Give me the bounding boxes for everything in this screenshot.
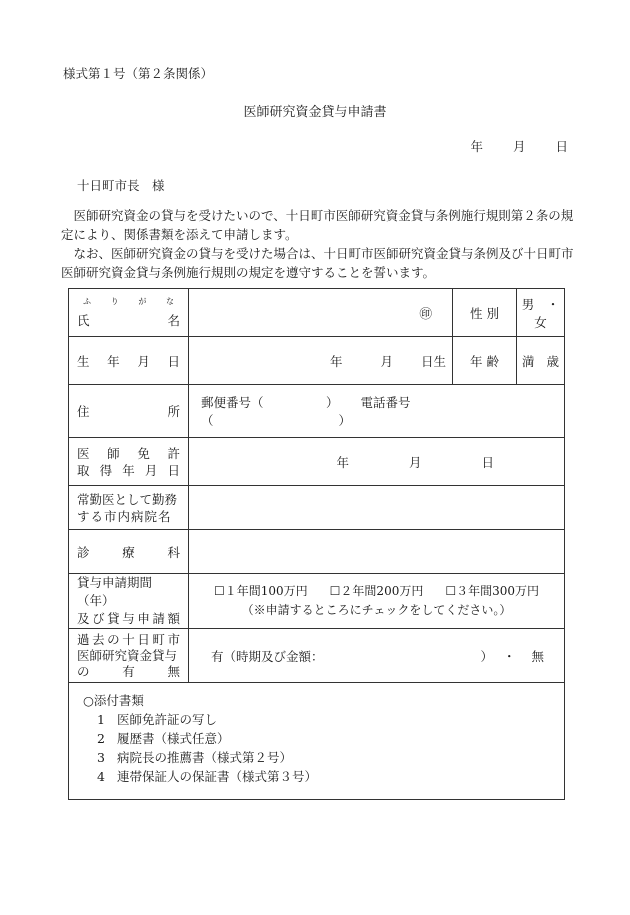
age-label: 年 齢 — [453, 337, 517, 385]
date-year: 年 — [470, 139, 483, 154]
license-date-field[interactable] — [189, 438, 565, 486]
seal-mark: ㊞ — [419, 305, 433, 321]
date-day: 日 — [555, 139, 568, 154]
attachment-item: 2 履歴書（様式任意） — [97, 731, 230, 746]
row-name — [69, 289, 565, 337]
hospital-label-line2: する市内病院名 — [77, 508, 172, 524]
birth-date-field[interactable] — [189, 337, 453, 385]
pledge-paragraph: なお、医師研究資金の貸与を受けた場合は、十日町市医師研究資金貸与条例及び十日町市医師研究資金貸与条例施行規則の規定を遵守することを誓います。 — [61, 246, 574, 280]
license-day: 日 — [481, 454, 495, 470]
intro-paragraph: 医師研究資金の貸与を受けたいので、十日町市医師研究資金貸与条例施行規則第２条の規定により、関係書類を添えて申請します。 — [61, 208, 574, 242]
loan-options — [189, 582, 564, 601]
hospital-field[interactable] — [189, 486, 565, 530]
past-loan-label-line3: の 有 無 — [77, 663, 180, 679]
row-license — [69, 438, 565, 486]
row-loan — [69, 574, 565, 629]
birth-month: 月 — [380, 353, 393, 369]
gender-field[interactable]: 男 ・ 女 — [517, 289, 565, 337]
name-label-cell — [69, 289, 189, 337]
application-form-table — [68, 288, 572, 800]
birth-label: 生 年 月 日 — [77, 353, 180, 369]
license-label-cell — [69, 438, 189, 486]
loan-options-cell — [189, 574, 565, 629]
row-past-loan — [69, 629, 565, 683]
loan-option-3-years[interactable]: ☐３年間300万円 — [445, 584, 540, 598]
past-loan-label-cell — [69, 629, 189, 683]
attachments-title: ○添付書類 — [83, 693, 144, 708]
attachments-cell — [69, 683, 565, 800]
furigana-label: ふ り が な — [83, 297, 174, 306]
department-label-cell — [69, 530, 189, 574]
phone-number-field[interactable]: 電話番号（ ） — [201, 395, 411, 428]
license-year: 年 — [336, 454, 349, 470]
address-field[interactable] — [189, 385, 565, 438]
address-label-cell — [69, 385, 189, 438]
attachment-item: 1 医師免許証の写し — [97, 712, 218, 727]
past-loan-field[interactable] — [189, 629, 565, 683]
past-loan-separator: ・ — [502, 648, 516, 664]
birth-day: 日生 — [421, 353, 447, 369]
attachment-item: 4 連帯保証人の保証書（様式第３号） — [97, 769, 318, 784]
past-loan-no-option[interactable]: 無 — [531, 648, 545, 664]
license-month: 月 — [408, 454, 422, 470]
past-loan-close-paren: ） — [480, 648, 493, 664]
hospital-label-line1: 常勤医として勤務 — [77, 491, 178, 507]
loan-option-1-year[interactable]: ☐１年間100万円 — [214, 584, 308, 598]
license-label-line1: 医 師 免 許 — [77, 445, 180, 461]
age-suffix: 歳 — [546, 353, 560, 369]
past-loan-label-line1: 過 去 の 十 日 町 市 — [77, 631, 180, 647]
address-label: 住 所 — [77, 404, 180, 419]
past-loan-label-line2: 医師研究資金貸与 — [77, 647, 178, 663]
row-address — [69, 385, 565, 438]
loan-label-line2: 及 び 貸 与 申 請 額 — [77, 611, 180, 626]
age-field[interactable] — [517, 337, 565, 385]
department-label: 診 療 科 — [77, 544, 180, 560]
license-label-line2: 取 得 年 月 日 — [77, 462, 180, 478]
addressee: 十日町市長 様 — [77, 178, 165, 193]
name-field[interactable] — [189, 289, 453, 337]
document-title: 医師研究資金貸与申請書 — [243, 105, 387, 120]
row-department — [69, 530, 565, 574]
loan-label-cell — [69, 574, 189, 629]
age-prefix: 満 — [522, 353, 535, 369]
gender-label: 性 別 — [453, 289, 517, 337]
birth-label-cell — [69, 337, 189, 385]
row-birth — [69, 337, 565, 385]
date-line — [470, 137, 568, 155]
loan-note: （※申請するところにチェックをしてください。） — [241, 603, 512, 617]
attachment-item: 3 病院長の推薦書（様式第２号） — [97, 750, 293, 765]
date-month: 月 — [512, 139, 526, 154]
row-hospital — [69, 486, 565, 530]
past-loan-yes-option[interactable]: 有（時期及び金額： — [211, 648, 324, 664]
loan-option-2-years[interactable]: ☐２年間200万円 — [329, 584, 424, 598]
loan-label-line1: 貸与申請期間（年） — [77, 575, 153, 608]
row-attachments — [69, 683, 565, 800]
hospital-label-cell — [69, 486, 189, 530]
form-code: 様式第１号（第２条関係） — [63, 66, 214, 81]
postal-code-field[interactable]: 郵便番号（ ） — [201, 395, 339, 410]
department-field[interactable] — [189, 530, 565, 574]
birth-year: 年 — [329, 353, 343, 369]
name-label: 氏 名 — [77, 313, 180, 328]
